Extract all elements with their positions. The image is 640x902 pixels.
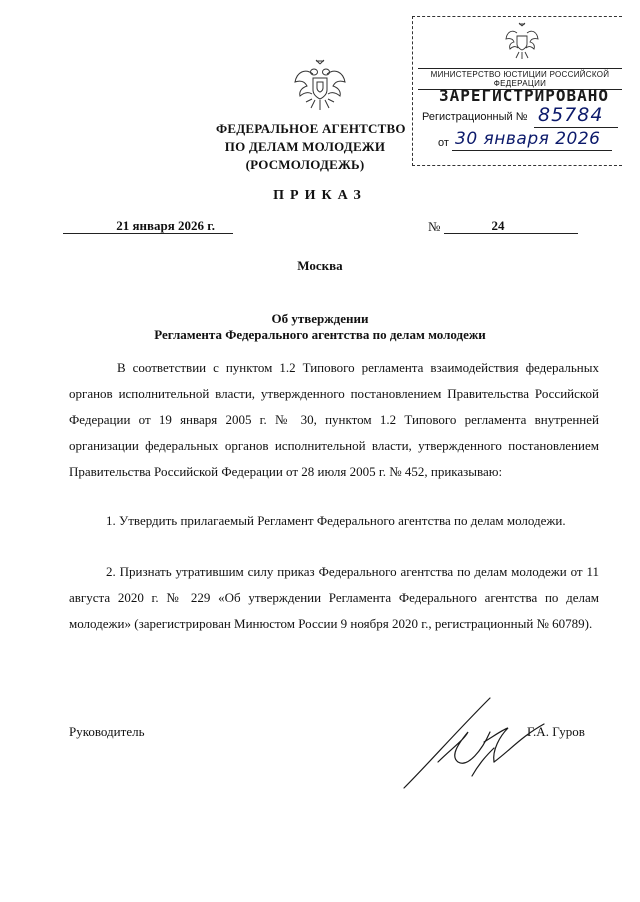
handwritten-signature bbox=[398, 692, 548, 792]
coat-of-arms-icon bbox=[291, 58, 349, 114]
document-date: 21 января 2026 г. bbox=[116, 218, 215, 233]
document-title-line-1: Об утверждении bbox=[271, 311, 369, 326]
stamp-date-underline bbox=[452, 150, 612, 151]
document-title-line-2: Регламента Федерального агентства по делам молодежи bbox=[154, 327, 486, 342]
number-sign: № bbox=[428, 219, 441, 234]
agency-name-line-2: ПО ДЕЛАМ МОЛОДЕЖИ bbox=[224, 139, 386, 154]
stamp-regno-label: Регистрационный № bbox=[422, 111, 528, 123]
stamp-regno-value: 85784 bbox=[538, 104, 604, 126]
stamp-date-label: от bbox=[438, 137, 449, 149]
stamp-registered: ЗАРЕГИСТРИРОВАНО bbox=[438, 86, 610, 105]
body-paragraph-3: 2. Признать утратившим силу приказ Федерального агентства по делам молодежи от 11 августа 2020 г. № 229 «Об утверждении Регламента Федерального агентства по делам молодежи» (зарегистрирован Минюстом России 9 ноября 2020 г., регистрационный № 60789). bbox=[69, 564, 599, 631]
document-number: 24 bbox=[491, 218, 505, 233]
signer-role: Руководитель bbox=[69, 724, 145, 739]
registration-stamp bbox=[412, 16, 622, 166]
city: Москва bbox=[297, 258, 343, 273]
coat-of-arms-icon bbox=[504, 22, 540, 60]
stamp-regno-underline bbox=[534, 127, 618, 128]
body-paragraph-2: 1. Утвердить прилагаемый Регламент Федерального агентства по делам молодежи. bbox=[106, 513, 566, 528]
agency-name-line-1: ФЕДЕРАЛЬНОЕ АГЕНТСТВО bbox=[216, 121, 406, 136]
document-type: ПРИКАЗ bbox=[273, 188, 367, 203]
agency-name-line-3: (РОСМОЛОДЕЖЬ) bbox=[245, 157, 365, 172]
body-paragraph-1: В соответствии с пунктом 1.2 Типового регламента взаимодействия федеральных органов исполнительной власти, утвержденного постановлением Правительства Российской Федерации от 19 января 2005 г. № 30, пунктом 1.2 Типового регламента внутренней организации федеральных органов исполнительной власти, утвержденного постановлением Правительства Российской Федерации от 28 июля 2005 г. № 452, приказываю: bbox=[69, 360, 599, 479]
signer-name: Г.А. Гуров bbox=[527, 724, 585, 739]
stamp-date-value: 30 января 2026 bbox=[455, 129, 601, 149]
stamp-ministry: МИНИСТЕРСТВО ЮСТИЦИИ РОССИЙСКОЙ ФЕДЕРАЦИИ bbox=[418, 68, 622, 90]
